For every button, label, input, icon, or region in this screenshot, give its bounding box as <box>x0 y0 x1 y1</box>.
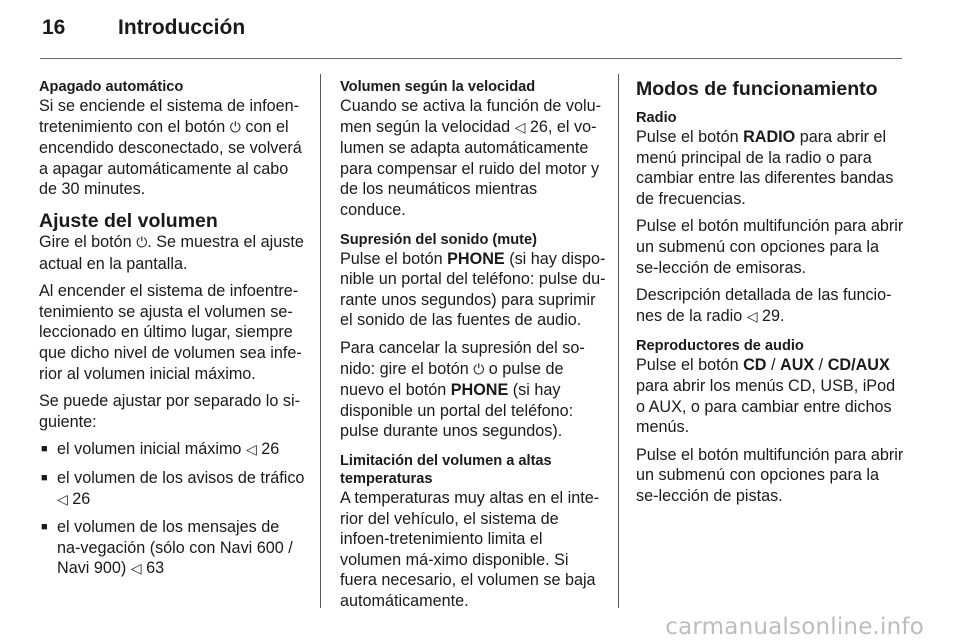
page-reference[interactable]: 63 <box>146 559 165 578</box>
radio-key-label: RADIO <box>743 128 796 146</box>
header-divider <box>40 58 902 59</box>
bullet-list <box>39 439 307 580</box>
reference-arrow-icon: ◁ <box>130 561 142 578</box>
paragraph: A temperaturas muy altas en el inte-rior del vehículo, el sistema de infoen-tretenimiento limita el volumen má-ximo disponible. Si fuera necesario, el volumen se baja automáticamente. <box>340 488 600 610</box>
phone-key-label: PHONE <box>447 249 505 268</box>
paragraph: Cuando se activa la función de volu-men según la velocidad ◁ 26, el vo-lumen se adapta automáticamente para compensar el ruido del motor y de los neumáticos mientras conduce. <box>340 97 601 219</box>
cd-aux-key-label: CD/AUX <box>827 356 890 375</box>
paragraph: Pulse el botón CD / AUX / CD/AUX para abrir los menús CD, USB, iPod o AUX, o para cambiar entre dichos menús. <box>636 356 896 437</box>
heading-ajuste-volumen: Ajuste del volumen <box>39 209 218 232</box>
heading-modos-funcionamiento: Modos de funcionamiento <box>636 78 878 100</box>
page-reference[interactable]: 26 <box>261 440 280 459</box>
reference-arrow-icon: ◁ <box>245 442 257 459</box>
section-radio <box>636 109 904 327</box>
section-mute <box>340 231 606 442</box>
list-item: ■ el volumen de los avisos de tráfico ◁ 26 <box>41 468 305 508</box>
subheading-apagado: Apagado automático <box>39 79 184 95</box>
subheading-reproductores: Reproductores de audio <box>636 338 804 355</box>
subheading-volumen-velocidad: Volumen según la velocidad <box>340 79 536 95</box>
reference-arrow-icon: ◁ <box>57 491 68 508</box>
subheading-limitacion: Limitación del volumen a altas temperaturas <box>340 452 552 487</box>
paragraph: Gire el botón ⏻. Se muestra el ajuste actual en la pantalla. <box>39 232 304 273</box>
reference-arrow-icon: ◁ <box>514 119 526 136</box>
aux-key-label: AUX <box>780 356 815 375</box>
list-item: ■ el volumen de los mensajes de na-vegación (sólo con Navi 600 / Navi 900) ◁ 63 <box>41 518 293 578</box>
paragraph: Al encender el sistema de infoentre-tenimiento se ajusta el volumen se-leccionado en último lugar, siempre que dicho nivel de volumen sea infe-rior al volumen inicial máximo. <box>39 282 302 383</box>
bullet-icon: ■ <box>41 471 48 484</box>
page-number: 16 <box>42 16 66 39</box>
page-reference[interactable]: 26 <box>529 117 548 136</box>
column-3 <box>636 78 904 517</box>
page-header <box>42 18 245 48</box>
page-title: Introducción <box>118 16 246 39</box>
paragraph: Para cancelar la supresión del so-nido: gire el botón ⏻ o pulse de nuevo el botón PHONE (si hay disponible un portal del teléfono: pulse durante unos segundos). <box>340 338 585 441</box>
column-2 <box>340 78 606 621</box>
cd-key-label: CD <box>743 356 767 375</box>
list-item: ■ el volumen inicial máximo ◁ 26 <box>41 440 280 459</box>
paragraph: Si se enciende el sistema de infoen-tretenimiento con el botón ⏻ con el encendido desconectado, se volverá a apagar automáticamente al cabo de 30 minutes. <box>39 97 302 199</box>
column-divider <box>320 74 321 608</box>
power-knob-icon: ⏻ <box>229 119 241 136</box>
paragraph: Pulse el botón multifunción para abrir un submenú con opciones para la se-lección de emisoras. <box>636 217 904 277</box>
section-limitacion <box>340 452 606 612</box>
bullet-icon: ■ <box>41 443 48 456</box>
paragraph: Pulse el botón PHONE (si hay dispo-nible un portal del teléfono: pulse du-rante unos segundos) para suprimir el sonido de las fuentes de audio. <box>340 249 606 330</box>
column-divider <box>618 74 619 608</box>
reference-arrow-icon: ◁ <box>746 308 758 325</box>
watermark: carmanualsonline.info <box>665 614 924 641</box>
section-apagado <box>39 78 307 200</box>
section-reproductores <box>636 337 904 506</box>
power-knob-icon: ⏻ <box>473 361 485 378</box>
paragraph: Se puede ajustar por separado lo si-guiente: <box>39 392 300 431</box>
page-reference[interactable]: 29 <box>761 306 780 325</box>
subheading-mute: Supresión del sonido (mute) <box>340 231 538 248</box>
paragraph: Pulse el botón multifunción para abrir un submenú con opciones para la se-lección de pistas. <box>636 445 904 505</box>
section-volumen-velocidad <box>340 78 606 221</box>
column-1 <box>39 78 307 587</box>
paragraph: Descripción detallada de las funcio-nes de la radio ◁ 29. <box>636 286 892 325</box>
subheading-radio: Radio <box>636 110 677 126</box>
bullet-icon: ■ <box>41 521 48 534</box>
paragraph: Pulse el botón RADIO para abrir el menú principal de la radio o para cambiar entre las diferentes bandas de frecuencias. <box>636 128 894 208</box>
page-reference[interactable]: 26 <box>72 489 91 508</box>
phone-key-label: PHONE <box>450 381 509 400</box>
power-knob-icon: ⏻ <box>136 234 148 251</box>
